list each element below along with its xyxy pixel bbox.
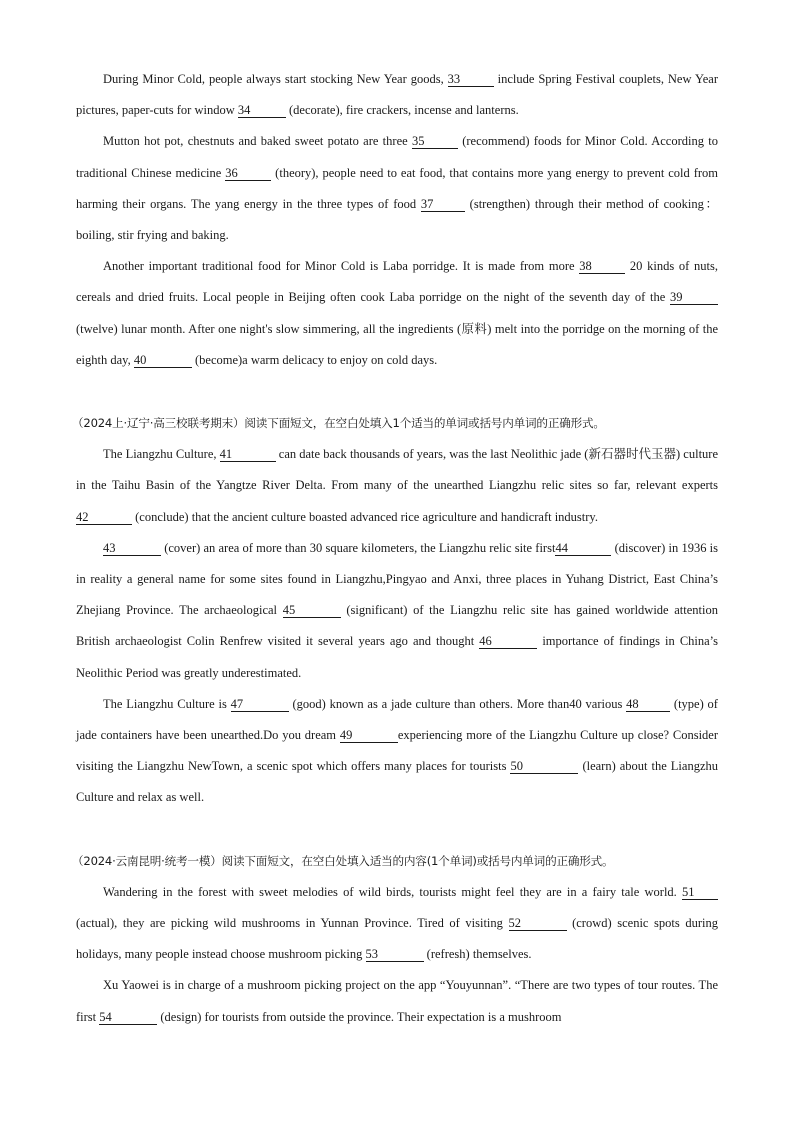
blank-53: 53 [366, 947, 424, 962]
blank-38: 38 [579, 259, 625, 274]
blank-36: 36 [225, 166, 271, 181]
blank-45: 45 [283, 603, 341, 618]
blank-34: 34 [238, 103, 286, 118]
section-passage-1 [76, 64, 718, 376]
section-passage-3 [72, 846, 718, 1033]
blank-49: 49 [340, 728, 398, 743]
blank-44: 44 [555, 541, 611, 556]
paragraph: Another important traditional food for Minor Cold is Laba porridge. It is made from more 38 20 kinds of nuts, cereals and dried fruits. Local people in Beijing often cook Laba porridge on the night of the seventh day of the 39 (twelve) lunar month. After one night's slow simmering, all the ingredients (原料) melt into the porridge on the morning of the eighth day, 40 (become)a warm delicacy to enjoy on cold days. [76, 259, 718, 367]
paragraph: 43 (cover) an area of more than 30 square kilometers, the Liangzhu relic site first44 (discover) in 1936 is in reality a general name for some sites found in Liangzhu,Pingyao and Anxi, three places in Yuhang District, East China’s Zhejiang Province. The archaeological 45 (significant) of the Liangzhu relic site has gained worldwide attention British archaeologist Colin Renfrew visited it several years ago and thought 46 importance of findings in China’s Neolithic Period was greatly underestimated. [76, 540, 719, 680]
paragraph: Xu Yaowei is in charge of a mushroom picking project on the app “Youyunnan”. “There are two types of tour routes. The first 54 (design) for tourists from outside the province. Their expectation is a mushroom [76, 978, 718, 1024]
paragraph: During Minor Cold, people always start stocking New Year goods, 33 include Spring Festival couplets, New Year pictures, paper-cuts for window 34 (decorate), fire crackers, incense and lanterns. [76, 72, 719, 118]
blank-33: 33 [448, 72, 494, 87]
blank-51: 51 [682, 885, 718, 900]
section-passage-2 [72, 408, 719, 814]
section-heading: （2024上·辽宁·高三校联考期末）阅读下面短文，在空白处填入1个适当的单词或括号内单词的正确形式。 [72, 416, 605, 431]
document-page [72, 64, 719, 1033]
blank-41: 41 [220, 447, 276, 462]
paragraph: The Liangzhu Culture is 47 (good) known as a jade culture than others. More than40 various 48 (type) of jade containers have been unearthed.Do you dream 49 experiencing more of the Liangzhu Culture up close? Consider visiting the Liangzhu NewTown, a scenic spot which offers many places for tourists 50 (learn) about the Liangzhu Culture and relax as well. [76, 696, 719, 805]
blank-43: 43 [103, 541, 161, 556]
paragraph: Mutton hot pot, chestnuts and baked sweet potato are three 35 (recommend) foods for Minor Cold. According to traditional Chinese medicine 36 (theory), people need to eat food, that contains more yang energy to prevent cold from harming their organs. The yang energy in the three types of food 37 (strengthen) through their method of cooking：boiling, stir frying and baking. [76, 134, 718, 243]
blank-46: 46 [479, 634, 537, 649]
paragraph: Wandering in the forest with sweet melodies of wild birds, tourists might feel they are in a fairy tale world. 51 (actual), they are picking wild mushrooms in Yunnan Province. Tired of visiting 52 (crowd) scenic spots during holidays, many people instead choose mushroom picking 53 (refresh) themselves. [76, 884, 718, 962]
blank-54: 54 [99, 1010, 157, 1025]
blank-40: 40 [134, 353, 192, 368]
blank-50: 50 [510, 759, 578, 774]
blank-42: 42 [76, 510, 132, 525]
section-heading: （2024·云南昆明·统考一模）阅读下面短文，在空白处填入适当的内容(1个单词)或括号内单词的正确形式。 [72, 853, 614, 868]
blank-39: 39 [670, 290, 718, 305]
blank-47: 47 [231, 697, 289, 712]
blank-48: 48 [626, 697, 670, 712]
blank-37: 37 [421, 197, 465, 212]
blank-35: 35 [412, 134, 458, 149]
paragraph: The Liangzhu Culture, 41 can date back thousands of years, was the last Neolithic jade (新石器时代玉器) culture in the Taihu Basin of the Yangtze River Delta. From many of the unearthed Liangzhu relic sites so far, relevant experts 42 (conclude) that the ancient culture boasted advanced rice agriculture and handicraft industry. [76, 447, 718, 524]
blank-52: 52 [509, 916, 567, 931]
